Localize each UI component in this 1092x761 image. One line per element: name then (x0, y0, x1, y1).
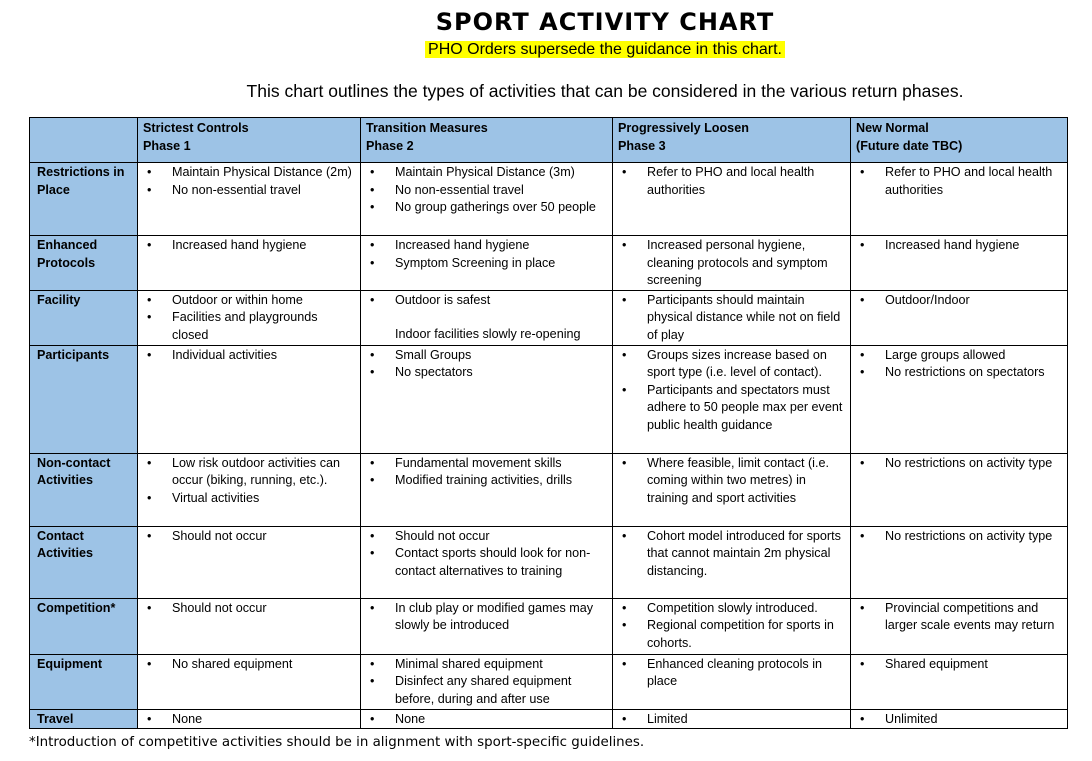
table-cell (138, 654, 361, 709)
table-cell (361, 290, 613, 345)
table-cell (613, 709, 851, 729)
table-cell (851, 526, 1068, 598)
list-item: • Outdoor/Indoor (856, 292, 1062, 310)
intro-text: This chart outlines the types of activities that can be considered in the various return phases. (246, 81, 964, 101)
bullet-list (143, 237, 355, 255)
bullet-list (618, 656, 845, 691)
list-item: • Low risk outdoor activities can occur (biking, running, etc.). (143, 455, 355, 490)
header-corner (30, 118, 138, 163)
table-cell (138, 236, 361, 291)
table-cell (851, 236, 1068, 291)
list-item: • Fundamental movement skills (366, 455, 607, 473)
bullet-list (366, 656, 607, 709)
list-item: • Virtual activities (143, 490, 355, 508)
list-item: • No spectators (366, 364, 607, 382)
list-item: • No restrictions on activity type (856, 455, 1062, 473)
table-cell (361, 453, 613, 526)
list-item: • No restrictions on spectators (856, 364, 1062, 382)
bullet-list (856, 711, 1062, 729)
bullet-list (143, 292, 355, 345)
table-cell (613, 654, 851, 709)
row-label: Competition* (30, 598, 138, 654)
header-phase-2 (361, 118, 613, 163)
list-item: • Regional competition for sports in cohorts. (618, 617, 845, 652)
row-label: Enhanced Protocols (30, 236, 138, 291)
list-item: • No shared equipment (143, 656, 355, 674)
table-row-restrictions (30, 163, 1068, 236)
list-item: • Outdoor or within home (143, 292, 355, 310)
bullet-list (856, 164, 1062, 199)
table-cell (361, 598, 613, 654)
subtitle-container (0, 41, 1092, 59)
bullet-list (856, 347, 1062, 382)
table-cell (138, 163, 361, 236)
bullet-list (618, 455, 845, 508)
table-cell (851, 290, 1068, 345)
list-item: • No restrictions on activity type (856, 528, 1062, 546)
list-item: • Should not occur (366, 528, 607, 546)
bullet-list (366, 292, 607, 344)
table-row-facility (30, 290, 1068, 345)
list-item: • Shared equipment (856, 656, 1062, 674)
list-item: • Unlimited (856, 711, 1062, 729)
table-row-non-contact (30, 453, 1068, 526)
header-phase-name: Progressively Loosen (618, 121, 749, 135)
row-label: Restrictions in Place (30, 163, 138, 236)
table-cell (613, 453, 851, 526)
table-row-enhanced-protocols (30, 236, 1068, 291)
list-item: • Enhanced cleaning protocols in place (618, 656, 845, 691)
table-cell (361, 526, 613, 598)
list-item: • Contact sports should look for non-contact alternatives to training (366, 545, 607, 580)
list-item: • Small Groups (366, 347, 607, 365)
page-title: SPORT ACTIVITY CHART (435, 8, 775, 36)
header-phase-name: Strictest Controls (143, 121, 249, 135)
table-cell (851, 709, 1068, 729)
bullet-list (856, 656, 1062, 674)
bullet-list (618, 711, 845, 729)
bullet-list (143, 164, 355, 199)
list-item: • No non-essential travel (143, 182, 355, 200)
list-item: • Facilities and playgrounds closed (143, 309, 355, 344)
list-item: • Large groups allowed (856, 347, 1062, 365)
list-item: • Increased hand hygiene (856, 237, 1062, 255)
header-phase-number: Phase 3 (618, 138, 666, 153)
list-item: • Modified training activities, drills (366, 472, 607, 490)
bullet-list (143, 347, 355, 365)
table-row-contact (30, 526, 1068, 598)
table-cell (361, 654, 613, 709)
list-item: • Outdoor is safest (366, 292, 607, 310)
table-cell (138, 709, 361, 729)
bullet-list (143, 600, 355, 618)
bullet-list (366, 164, 607, 217)
table-cell (361, 709, 613, 729)
bullet-list (856, 600, 1062, 635)
list-item: Indoor facilities slowly re-opening (395, 327, 581, 341)
list-item: • Should not occur (143, 600, 355, 618)
list-item: • No non-essential travel (366, 182, 607, 200)
bullet-list (618, 528, 845, 581)
bullet-list (143, 528, 355, 546)
list-item: • Disinfect any shared equipment before, during and after use (366, 673, 607, 708)
list-item: • None (143, 711, 355, 729)
table-cell (138, 453, 361, 526)
bullet-list (618, 164, 845, 199)
list-item: • None (366, 711, 607, 729)
list-item: • Increased hand hygiene (143, 237, 355, 255)
row-label: Contact Activities (30, 526, 138, 598)
list-item: • In club play or modified games may slowly be introduced (366, 600, 607, 635)
header-new-normal (851, 118, 1068, 163)
bullet-list (366, 347, 607, 382)
list-item: • Cohort model introduced for sports that cannot maintain 2m physical distancing. (618, 528, 845, 581)
footnote: *Introduction of competitive activities should be in alignment with sport-specific guidelines. (29, 735, 645, 750)
header-phase-1 (138, 118, 361, 163)
table-cell (613, 290, 851, 345)
table-row-participants (30, 345, 1068, 453)
table-cell (361, 345, 613, 453)
table-cell (851, 654, 1068, 709)
header-phase-date: (Future date TBC) (856, 138, 963, 153)
list-item: • Should not occur (143, 528, 355, 546)
table-row-equipment (30, 654, 1068, 709)
header-phase-name: New Normal (856, 121, 929, 135)
list-item: • Limited (618, 711, 845, 729)
row-label: Facility (30, 290, 138, 345)
header-phase-name: Transition Measures (366, 121, 488, 135)
list-item: • Symptom Screening in place (366, 255, 607, 273)
bullet-list (618, 600, 845, 653)
row-label: Equipment (30, 654, 138, 709)
highlighted-subtitle: PHO Orders supersede the guidance in this chart. (425, 41, 785, 58)
table-cell (851, 453, 1068, 526)
table-cell (613, 345, 851, 453)
list-item: • Groups sizes increase based on sport type (i.e. level of contact). (618, 347, 845, 382)
bullet-list (366, 528, 607, 581)
row-label: Travel (30, 709, 138, 729)
bullet-list (856, 528, 1062, 546)
table-cell (613, 236, 851, 291)
bullet-list (366, 455, 607, 490)
table-row-travel (30, 709, 1068, 729)
table-cell (851, 345, 1068, 453)
list-item: • Refer to PHO and local health authorities (856, 164, 1062, 199)
table-cell (138, 290, 361, 345)
header-phase-number: Phase 1 (143, 138, 191, 153)
bullet-list (366, 600, 607, 635)
table-cell (613, 163, 851, 236)
row-label: Participants (30, 345, 138, 453)
list-item: • Increased hand hygiene (366, 237, 607, 255)
table-cell (851, 598, 1068, 654)
table-cell (138, 598, 361, 654)
list-item: • No group gatherings over 50 people (366, 199, 607, 217)
list-item: • Where feasible, limit contact (i.e. coming within two metres) in training and sport activities (618, 455, 845, 508)
table-cell (613, 526, 851, 598)
bullet-list (856, 237, 1062, 255)
bullet-list (856, 455, 1062, 473)
list-item: • Maintain Physical Distance (3m) (366, 164, 607, 182)
list-item: • Participants and spectators must adhere to 50 people max per event public health guidance (618, 382, 845, 435)
table-cell (613, 598, 851, 654)
bullet-list (618, 237, 845, 290)
bullet-list (366, 711, 607, 729)
bullet-list (143, 656, 355, 674)
list-item: • Individual activities (143, 347, 355, 365)
table-cell (361, 236, 613, 291)
list-item: • Provincial competitions and larger scale events may return (856, 600, 1062, 635)
bullet-list (618, 292, 845, 345)
row-label: Non-contact Activities (30, 453, 138, 526)
header-row (30, 118, 1068, 163)
table-cell (361, 163, 613, 236)
list-item: • Participants should maintain physical distance while not on field of play (618, 292, 845, 345)
list-item: • Minimal shared equipment (366, 656, 607, 674)
header-phase-3 (613, 118, 851, 163)
list-item: • Maintain Physical Distance (2m) (143, 164, 355, 182)
list-item: • Increased personal hygiene, cleaning protocols and symptom screening (618, 237, 845, 290)
table-cell (138, 345, 361, 453)
list-item: • Refer to PHO and local health authorities (618, 164, 845, 199)
activity-chart-table (29, 117, 1068, 729)
list-item: • Competition slowly introduced. (618, 600, 845, 618)
table-row-competition (30, 598, 1068, 654)
table-cell (138, 526, 361, 598)
header-phase-number: Phase 2 (366, 138, 414, 153)
bullet-list (143, 711, 355, 729)
bullet-list (618, 347, 845, 435)
table-cell (851, 163, 1068, 236)
bullet-list (143, 455, 355, 508)
bullet-list (856, 292, 1062, 310)
bullet-list (366, 237, 607, 272)
